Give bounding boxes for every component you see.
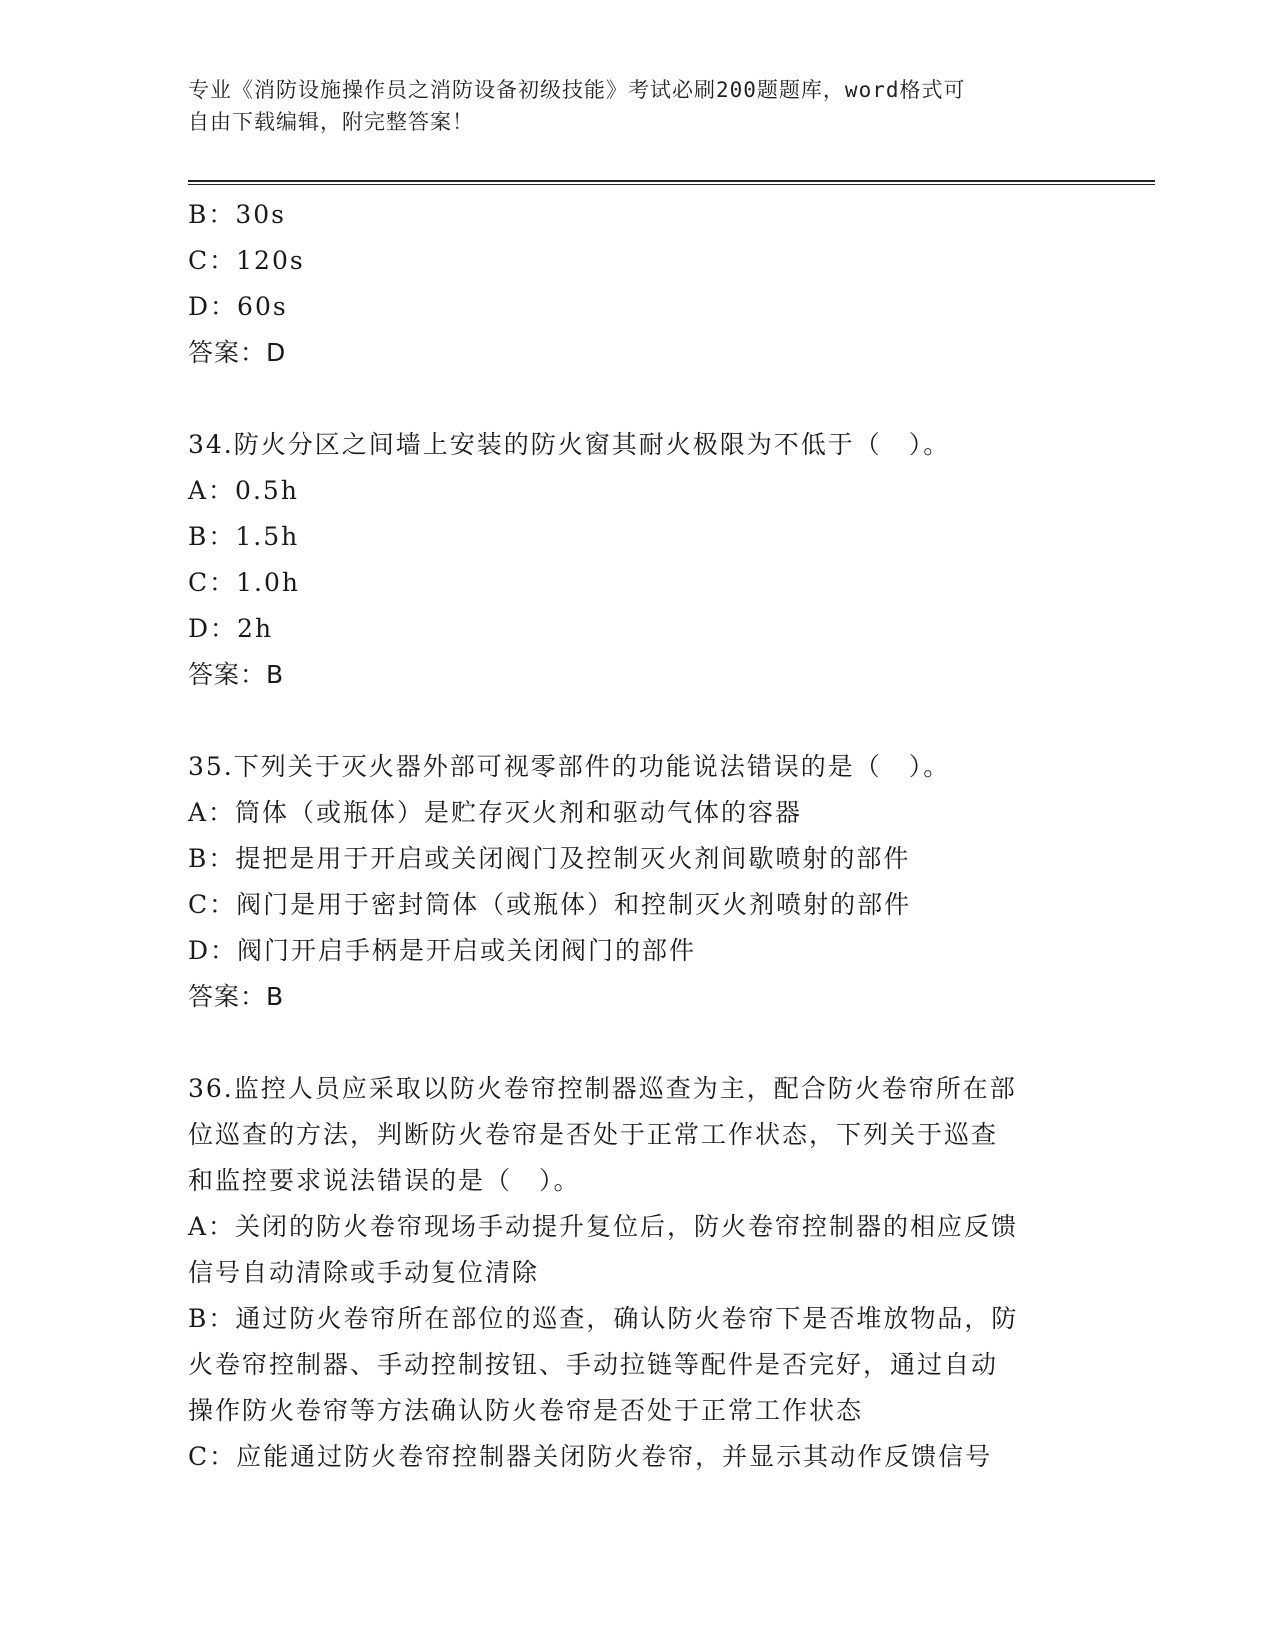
header-title-line-1: 专业《消防设施操作员之消防设备初级技能》考试必刷200题题库，word格式可 <box>188 78 966 102</box>
option-c: C：1.0h <box>188 568 300 597</box>
spacer <box>188 376 1088 422</box>
question-33 <box>188 192 1088 376</box>
question-stem: 34.防火分区之间墙上安装的防火窗其耐火极限为不低于（ ）。 <box>188 430 951 459</box>
header-divider-thin <box>188 184 1155 185</box>
spacer <box>188 1020 1088 1066</box>
spacer <box>188 698 1088 744</box>
answer: 答案：D <box>188 338 287 367</box>
option-d: D：2h <box>188 614 274 643</box>
option-c: C：120s <box>188 246 305 275</box>
option-d: D：阀门开启手柄是开启或关闭阀门的部件 <box>188 936 697 965</box>
header-title-line-2: 自由下载编辑，附完整答案！ <box>188 110 474 134</box>
header-divider <box>188 180 1155 182</box>
question-35 <box>188 744 1088 1020</box>
question-stem-line-1: 36.监控人员应采取以防火卷帘控制器巡查为主，配合防火卷帘所在部 <box>188 1074 1017 1103</box>
question-stem: 35.下列关于灭火器外部可视零部件的功能说法错误的是（ ）。 <box>188 752 951 781</box>
option-a: A：筒体（或瓶体）是贮存灭火剂和驱动气体的容器 <box>188 798 803 827</box>
option-c: C：阀门是用于密封筒体（或瓶体）和控制灭火剂喷射的部件 <box>188 890 912 919</box>
option-a: A：0.5h <box>188 476 299 505</box>
option-b-line-2: 火卷帘控制器、手动控制按钮、手动拉链等配件是否完好，通过自动 <box>188 1350 999 1379</box>
question-34 <box>188 422 1088 698</box>
document-header <box>188 74 1068 138</box>
question-stem-line-2: 位巡查的方法，判断防火卷帘是否处于正常工作状态，下列关于巡查 <box>188 1120 999 1149</box>
question-list <box>188 192 1088 1480</box>
answer: 答案：B <box>188 982 285 1011</box>
answer: 答案：B <box>188 660 285 689</box>
question-stem-line-3: 和监控要求说法错误的是（ ）。 <box>188 1166 581 1195</box>
option-b: B：30s <box>188 200 287 229</box>
option-b-line-1: B：通过防火卷帘所在部位的巡查，确认防火卷帘下是否堆放物品，防 <box>188 1304 1019 1333</box>
option-b: B：提把是用于开启或关闭阀门及控制灭火剂间歇喷射的部件 <box>188 844 911 873</box>
option-b-line-3: 操作防火卷帘等方法确认防火卷帘是否处于正常工作状态 <box>188 1396 864 1425</box>
option-b: B：1.5h <box>188 522 300 551</box>
option-d: D：60s <box>188 292 288 321</box>
question-36 <box>188 1066 1088 1480</box>
option-a-line-1: A：关闭的防火卷帘现场手动提升复位后，防火卷帘控制器的相应反馈 <box>188 1212 1019 1241</box>
option-a-line-2: 信号自动清除或手动复位清除 <box>188 1258 540 1287</box>
option-c-line-1: C：应能通过防火卷帘控制器关闭防火卷帘，并显示其动作反馈信号 <box>188 1442 993 1471</box>
